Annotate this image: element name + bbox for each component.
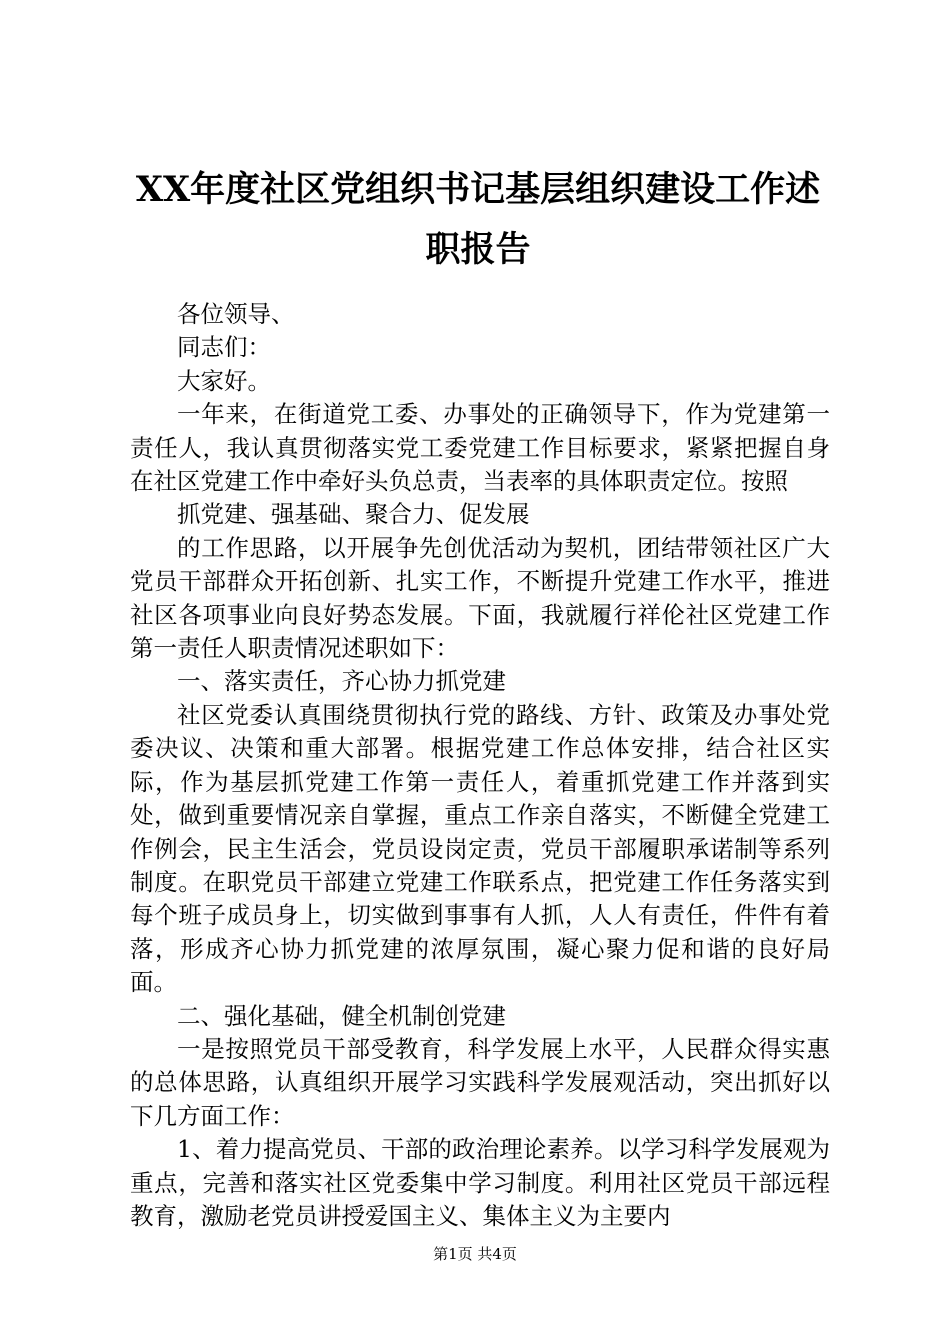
document-body: [130, 298, 830, 1233]
paragraph-section-1: 社区党委认真围绕贯彻执行党的路线、方针、政策及办事处党委决议、决策和重大部署。根据党建工作总体安排，结合社区实际，作为基层抓党建工作第一责任人，着重抓党建工作并落到实处，做到重要情况亲自掌握，重点工作亲自落实，不断健全党建工作例会，民主生活会，党员设岗定责，党员干部履职承诺制等系列制度。在职党员干部建立党建工作联系点，把党建工作任务落实到每个班子成员身上，切实做到事事有人抓，人人有责任，件件有着落，形成齐心协力抓党建的浓厚氛围，凝心聚力促和谐的良好局面。: [130, 700, 830, 997]
paragraph-work-approach: 的工作思路，以开展争先创优活动为契机，团结带领社区广大党员干部群众开拓创新、扎实工作，不断提升党建工作水平，推进社区各项事业向良好势态发展。下面，我就履行祥伦社区党建工作第一责任人职责情况述职如下：: [130, 533, 830, 663]
document-title: XX年度社区党组织书记基层组织建设工作述职报告: [135, 169, 821, 270]
salutation-comrades: 同志们：: [177, 333, 271, 362]
paragraph-intro: 一年来，在街道党工委、办事处的正确领导下，作为党建第一责任人，我认真贯彻落实党工委党建工作目标要求，紧紧把握自身在社区党建工作中牵好头负总责，当表率的具体职责定位。按照: [130, 400, 830, 496]
paragraph-section-2: 一是按照党员干部受教育，科学发展上水平，人民群众得实惠的总体思路，认真组织开展学习实践科学发展观活动，突出抓好以下几方面工作：: [130, 1034, 830, 1130]
paragraph-item-1: 1、着力提高党员、干部的政治理论素养。以学习科学发展观为重点，完善和落实社区党委集中学习制度。利用社区党员干部远程教育，激励老党员讲授爱国主义、集体主义为主要内: [130, 1135, 830, 1230]
section-heading-2: 二、强化基础，健全机制创党建: [177, 1001, 506, 1030]
page-footer: 第1页 共4页: [433, 1245, 517, 1263]
salutation-leaders: 各位领导、: [177, 300, 295, 328]
section-heading-1: 一、落实责任，齐心协力抓党建: [177, 667, 506, 696]
greeting: 大家好。: [177, 366, 271, 395]
paragraph-slogan: 抓党建、强基础、聚合力、促发展: [177, 500, 530, 529]
